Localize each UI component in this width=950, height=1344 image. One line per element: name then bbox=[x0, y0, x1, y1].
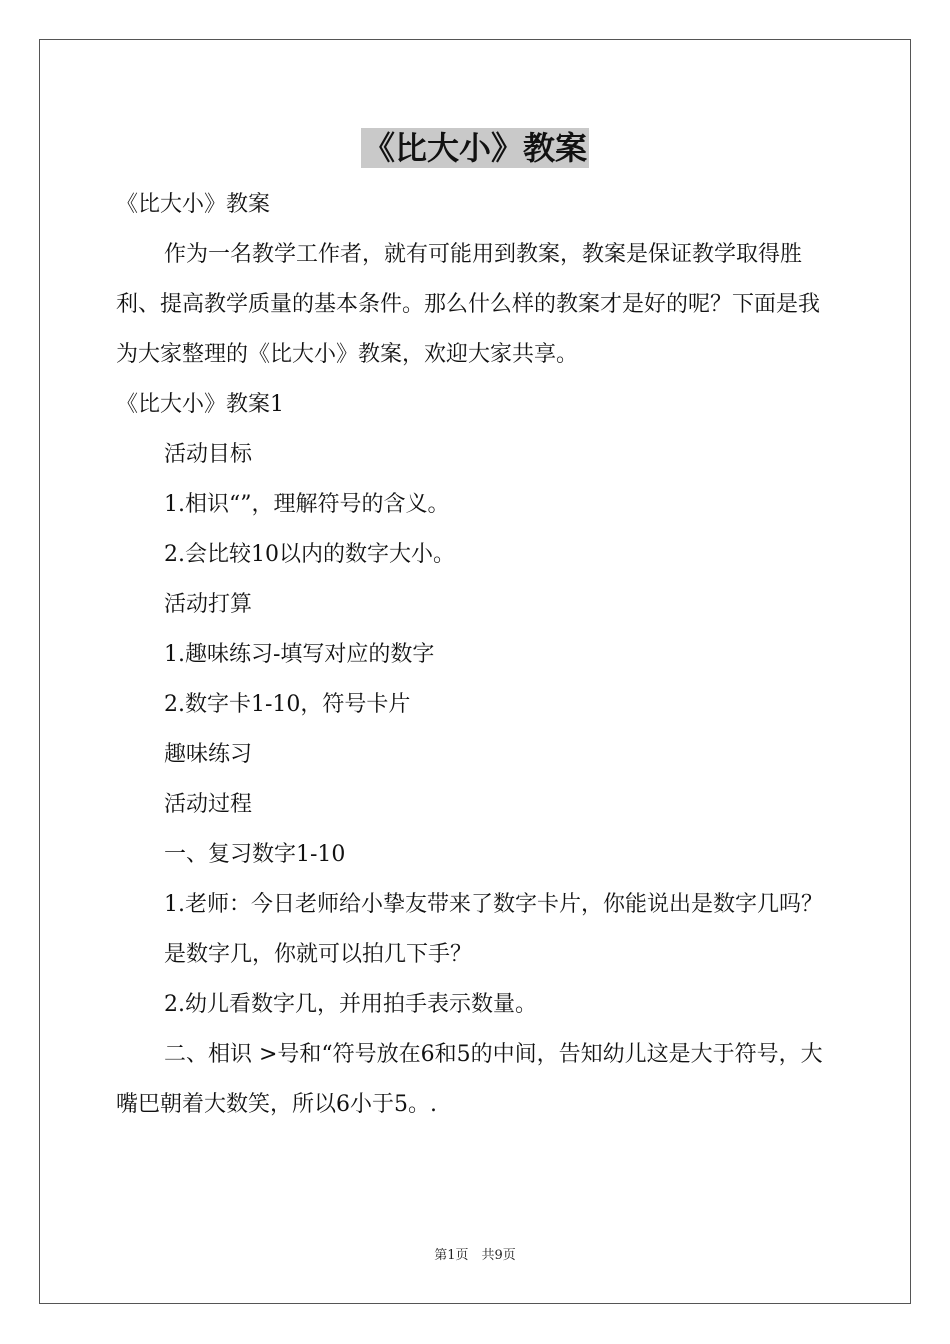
paragraph: 《比大小》教案1 bbox=[116, 392, 284, 417]
document-body bbox=[116, 180, 836, 1130]
paragraph: 1.相识“”，理解符号的含义。 bbox=[164, 492, 450, 517]
paragraph: 活动过程 bbox=[164, 792, 253, 817]
paragraph: 2.会比较10以内的数字大小。 bbox=[164, 542, 455, 567]
page-footer: 第1页 共9页 bbox=[434, 1248, 516, 1263]
paragraph: 《比大小》教案 bbox=[116, 192, 271, 217]
title-container bbox=[0, 128, 950, 168]
paragraph: 2.幼儿看数字几，并用拍手表示数量。 bbox=[164, 992, 537, 1017]
paragraph: 2.数字卡1-10，符号卡片 bbox=[164, 692, 411, 717]
paragraph: 活动目标 bbox=[164, 442, 253, 467]
paragraph: 一、复习数字1-10 bbox=[164, 842, 346, 867]
document-title: 《比大小》教案 bbox=[362, 129, 587, 167]
paragraph: 二、相识 >号和“符号放在6和5的中间，告知幼儿这是大于符号，大嘴巴朝着大数笑，所以6小于5。. bbox=[116, 1042, 823, 1117]
paragraph: 1.老师：今日老师给小挚友带来了数字卡片，你能说出是数字几吗？ bbox=[164, 892, 823, 917]
paragraph: 趣味练习 bbox=[164, 742, 253, 767]
paragraph: 活动打算 bbox=[164, 592, 253, 617]
paragraph: 1.趣味练习-填写对应的数字 bbox=[164, 642, 435, 667]
paragraph: 是数字几，你就可以拍几下手？ bbox=[164, 942, 473, 967]
paragraph: 作为一名教学工作者，就有可能用到教案，教案是保证教学取得胜利、提高教学质量的基本条件。那么什么样的教案才是好的呢？下面是我为大家整理的《比大小》教案，欢迎大家共享。 bbox=[116, 242, 821, 367]
